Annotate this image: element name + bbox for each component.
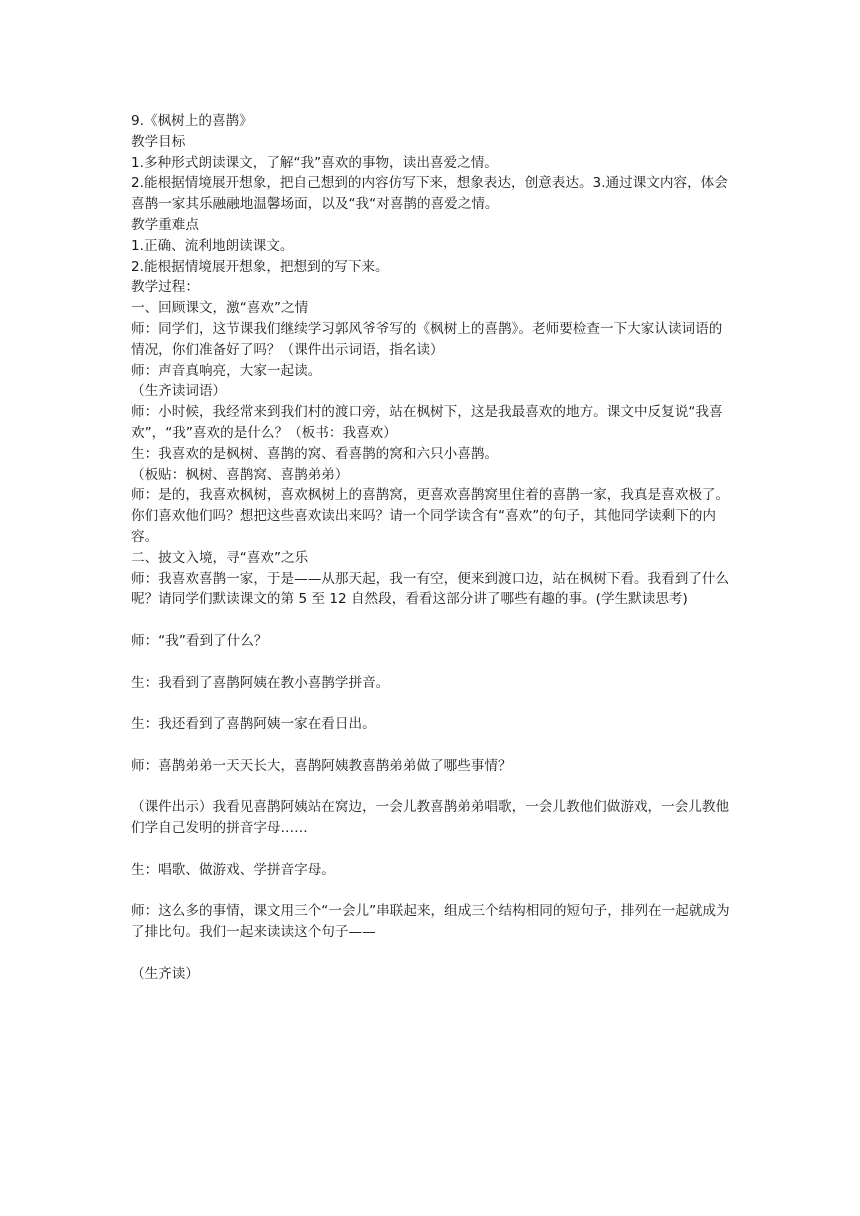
paragraph: 生：唱歌、做游戏、学拼音字母。	[131, 861, 335, 878]
goals-heading: 教学目标	[131, 133, 186, 150]
section-1-heading: 一、回顾课文，激“喜欢”之情	[131, 300, 309, 317]
paragraph: （生齐读词语）	[131, 383, 227, 400]
paragraph: 师：同学们，这节课我们继续学习郭风爷爷写的《枫树上的喜鹊》。老师要检查一下大家认读词语的情况，你们准备好了吗？（课件出示词语，指名读）	[131, 320, 723, 358]
spacer	[131, 777, 734, 798]
spacer	[131, 693, 734, 714]
paragraph: 师：这么多的事情，课文用三个“一会儿”串联起来，组成三个结构相同的短句子，排列在一起就成为了排比句。我们一起来读读这个句子——	[131, 903, 730, 941]
paragraph: （生齐读）	[131, 965, 199, 982]
lesson-title: 9.《枫树上的喜鹊》	[131, 113, 253, 129]
keypoint-2: 2.能根据情境展开想象，把想到的写下来。	[131, 258, 389, 275]
document-page	[131, 111, 734, 984]
paragraph: 生：我喜欢的是枫树、喜鹊的窝、看喜鹊的窝和六只小喜鹊。	[131, 445, 499, 462]
spacer	[131, 839, 734, 860]
keypoint-1: 1.正确、流利地朗读课文。	[131, 237, 294, 254]
paragraph: 师：喜鹊弟弟一天天长大，喜鹊阿姨教喜鹊弟弟做了哪些事情？	[131, 757, 512, 774]
section-2-heading: 二、披文入境，寻“喜欢”之乐	[131, 549, 309, 566]
paragraph: 师：我喜欢喜鹊一家，于是——从那天起，我一有空，便来到渡口边，站在枫树下看。我看到了什么呢？请同学们默读课文的第 5 至 12 自然段，看看这部分讲了哪些有趣的事。(学生默读思考)	[131, 570, 730, 608]
paragraph: 生：我看到了喜鹊阿姨在教小喜鹊学拼音。	[131, 674, 390, 691]
spacer	[131, 610, 734, 631]
paragraph: 生：我还看到了喜鹊阿姨一家在看日出。	[131, 716, 376, 733]
spacer	[131, 880, 734, 901]
paragraph: （课件出示）我看见喜鹊阿姨站在窝边，一会儿教喜鹊弟弟唱歌，一会儿教他们做游戏，一会儿教他们学自己发明的拼音字母……	[131, 799, 730, 837]
goal-1: 1.多种形式朗读课文，了解“我”喜欢的事物，读出喜爱之情。	[131, 154, 498, 171]
paragraph: 师：小时候，我经常来到我们村的渡口旁，站在枫树下，这是我最喜欢的地方。课文中反复说“我喜欢”，“我”喜欢的是什么？（板书：我喜欢）	[131, 404, 723, 441]
keypoints-heading: 教学重难点	[131, 216, 199, 233]
paragraph: （板贴：枫树、喜鹊窝、喜鹊弟弟）	[131, 466, 349, 483]
paragraph: 师：声音真响亮，大家一起读。	[131, 362, 322, 379]
spacer	[131, 943, 734, 964]
process-heading: 教学过程：	[131, 279, 199, 296]
goal-2-3: 2.能根据情境展开想象，把自己想到的内容仿写下来，想象表达，创意表达。3.通过课文内容，体会喜鹊一家其乐融融地温馨场面，以及“我“对喜鹊的喜爱之情。	[131, 175, 728, 213]
spacer	[131, 735, 734, 756]
spacer	[131, 652, 734, 673]
paragraph: 师：是的，我喜欢枫树，喜欢枫树上的喜鹊窝，更喜欢喜鹊窝里住着的喜鹊一家，我真是喜欢极了。你们喜欢他们吗？想把这些喜欢读出来吗？请一个同学读含有“喜欢”的句子，其他同学读剩下的内容。	[131, 487, 730, 545]
paragraph: 师：“我”看到了什么？	[131, 632, 268, 649]
